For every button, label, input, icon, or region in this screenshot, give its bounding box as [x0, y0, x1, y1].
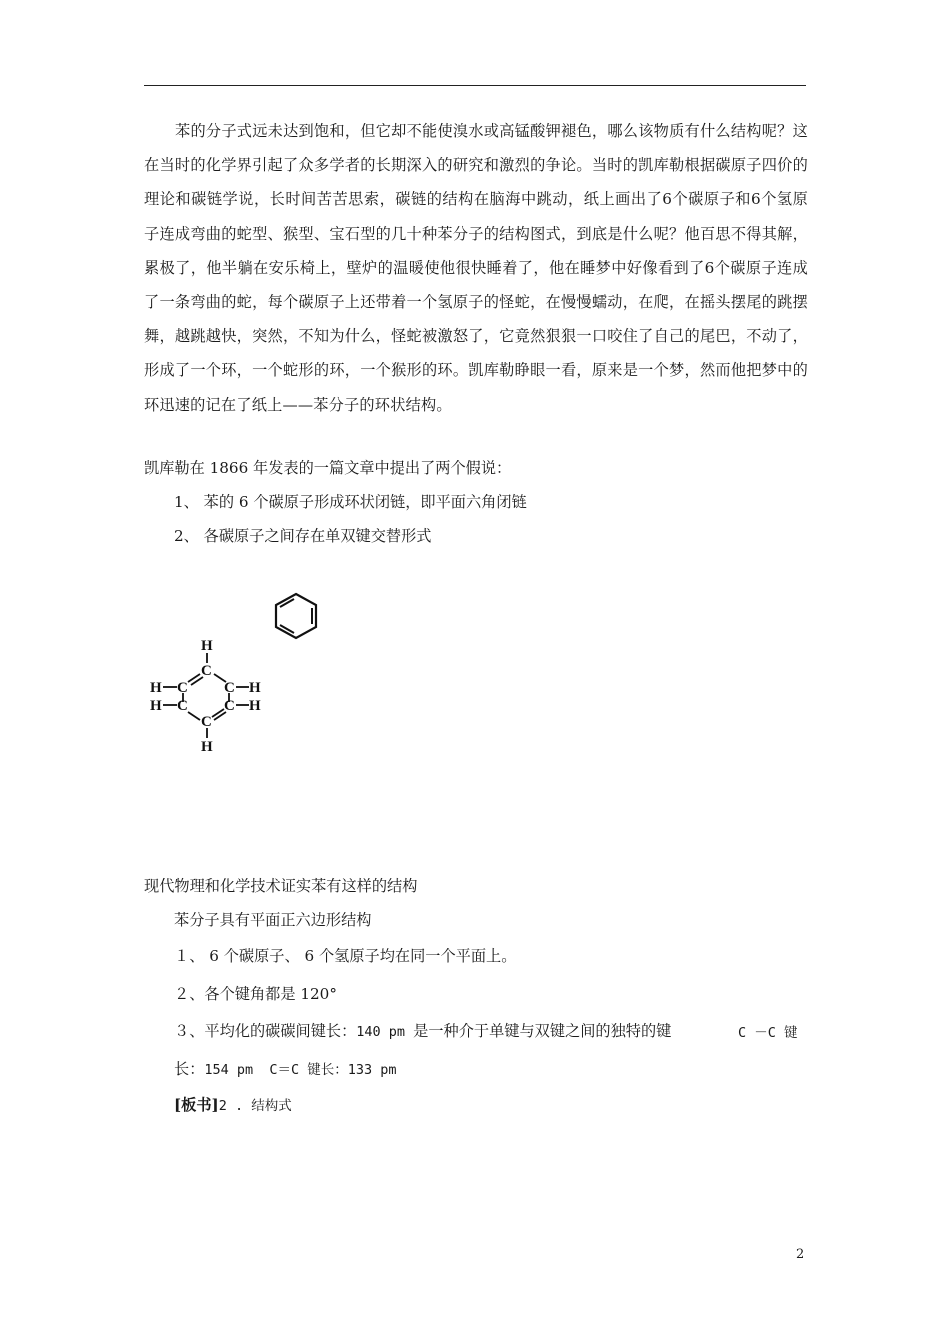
page-number: 2 — [796, 1247, 805, 1262]
kekule-hypothesis-intro: 凯库勒在 1866 年发表的一篇文章中提出了两个假说： — [144, 459, 512, 477]
hypothesis-1: 1、 苯的 6 个碳原子形成环状闭链，即平面六角闭链 — [174, 493, 527, 511]
atom-c-lower-right: C — [224, 698, 235, 714]
fact-4-lengths: 154 pm C＝C 键长：133 pm — [204, 1062, 397, 1078]
hypothesis-2: 2、 各碳原子之间存在单双键交替形式 — [174, 527, 432, 545]
fact-3 — [174, 1021, 671, 1042]
atom-c-upper-left: C — [177, 680, 188, 696]
fact-1: １、 6 个碳原子、 6 个氢原子均在同一个平面上。 — [174, 947, 517, 965]
benzene-ring-figure — [268, 590, 324, 640]
header-rule — [144, 85, 806, 86]
fact-4-label: 长： — [174, 1060, 205, 1078]
atom-h-lower-left: H — [150, 698, 162, 714]
fact-4 — [174, 1059, 397, 1080]
atom-h-bottom: H — [201, 739, 213, 754]
atom-c-lower-left: C — [177, 698, 188, 714]
board-note — [174, 1095, 292, 1116]
intro-paragraph: 苯的分子式远未达到饱和，但它却不能使溴水或高锰酸钾褪色，哪么该物质有什么结构呢？这在当时的化学界引起了众多学者的长期深入的研究和激烈的争论。当时的凯库勒根据碳原子四价的理论和碳链学说，长时间苦苦思索，碳链的结构在脑海中跳动，纸上画出了6个碳原子和6个氢原子连成弯曲的蛇型、猴型、宝石型的几十种苯分子的结构图式，到底是什么呢？他百思不得其解，累极了，他半躺在安乐椅上，壁炉的温暖使他很快睡着了，他在睡梦中好像看到了6个碳原子连成了一条弯曲的蛇，每个碳原子上还带着一个氢原子的怪蛇，在慢慢蠕动，在爬，在摇头摆尾的跳摆舞，越跳越快，突然，不知为什么，怪蛇被激怒了，它竟然狠狠一口咬住了自己的尾巴，不动了，形成了一个环，一个蛇形的环，一个猴形的环。凯库勒睁眼一看，原来是一个梦，然而他把梦中的环迅速的记在了纸上——苯分子的环状结构。 — [144, 122, 808, 414]
atom-c-upper-right: C — [224, 680, 235, 696]
atom-h-upper-right: H — [249, 680, 261, 696]
atom-h-top: H — [201, 638, 213, 654]
board-tag: [板书] — [174, 1096, 219, 1114]
atom-c-top: C — [201, 663, 212, 679]
kekule-structural-formula — [148, 636, 268, 754]
board-text: 2 . 结构式 — [218, 1098, 292, 1114]
modern-evidence-line: 现代物理和化学技术证实苯有这样的结构 — [144, 877, 418, 895]
fact-2: ２、各个键角都是 120° — [174, 985, 337, 1003]
fact-3-length: 140 pm — [356, 1024, 414, 1040]
fact-3-desc: 是一种介于单键与双键之间的独特的键 — [413, 1022, 672, 1040]
atom-h-lower-right: H — [249, 698, 261, 714]
planar-structure-line: 苯分子具有平面正六边形结构 — [174, 911, 372, 929]
atom-c-bottom: C — [201, 714, 212, 730]
atom-h-upper-left: H — [150, 680, 162, 696]
fact-3-label: ３、平均化的碳碳间键长： — [174, 1022, 357, 1040]
fact-3-single-bond: C －C 键 — [738, 1025, 798, 1041]
